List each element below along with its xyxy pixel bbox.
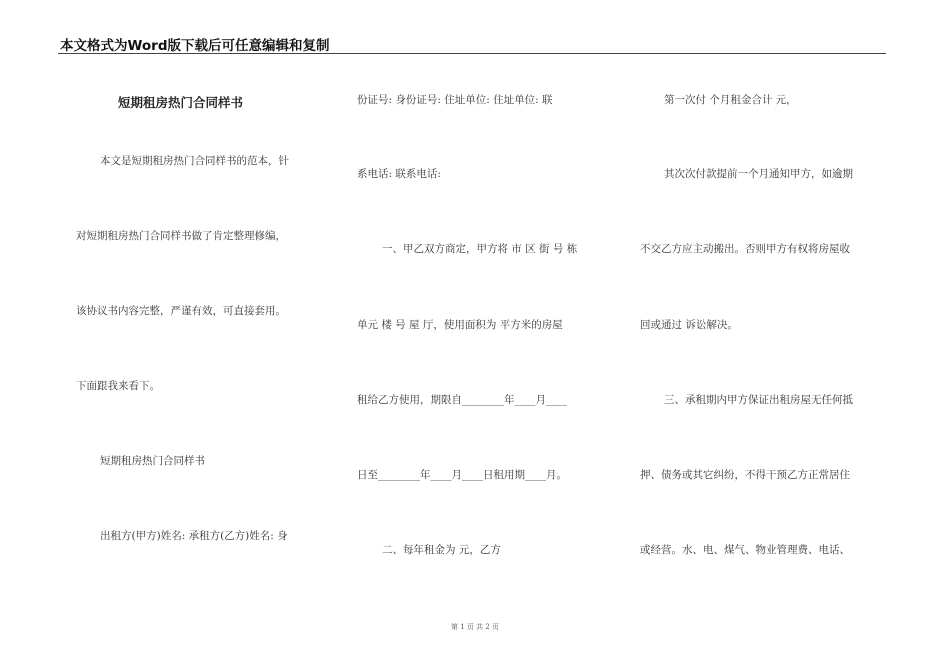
column-1-line: 短期租房热门合同样书 (100, 455, 205, 467)
column-1-line: 下面跟我来看下。 (76, 380, 160, 392)
column-2-line: 一、甲乙双方商定，甲方将 市 区 街 号 栋 (382, 243, 578, 255)
column-3-line: 第一次付 个月租金合计 元， (664, 94, 797, 106)
column-3-line: 押、债务或其它纠纷，不得干预乙方正常居住 (640, 469, 850, 481)
document-title: 短期租房热门合同样书 (118, 95, 244, 110)
column-2-line: 二、每年租金为 元，乙方 (382, 544, 501, 556)
column-1-line: 出租方(甲方)姓名: 承租方(乙方)姓名: 身 (100, 530, 288, 542)
column-2-line: 日至________年____月____日租用期____月。 (357, 469, 567, 481)
column-1-line: 本文是短期租房热门合同样书的范本，针 (100, 155, 289, 167)
page-number-footer: 第 1 页 共 2 页 (450, 623, 500, 631)
column-3-line: 回或通过 诉讼解决。 (640, 319, 738, 331)
column-2-line: 系电话: 联系电话: (357, 168, 441, 180)
column-3-line: 或经营。水、电、煤气、物业管理费、电话、 (640, 544, 850, 556)
column-3-line: 三、承租期内甲方保证出租房屋无任何抵 (664, 394, 853, 406)
column-1-line: 该协议书内容完整，严谨有效，可直接套用。 (76, 305, 286, 317)
column-1-line: 对短期租房热门合同样书做了肯定整理修编， (76, 230, 286, 242)
column-2-line: 租给乙方使用，期限自________年____月____ (357, 394, 567, 406)
column-3-line: 其次次付款提前一个月通知甲方，如逾期 (664, 168, 853, 180)
column-2-line: 份证号: 身份证号: 住址单位: 住址单位: 联 (357, 94, 553, 106)
header-divider (58, 53, 886, 54)
column-2-line: 单元 楼 号 屋 厅，使用面积为 平方米的房屋 (357, 319, 563, 331)
column-3-line: 不交乙方应主动搬出。否则甲方有权将房屋收 (640, 243, 850, 255)
page-header-title: 本文格式为Word版下载后可任意编辑和复制 (60, 38, 330, 54)
